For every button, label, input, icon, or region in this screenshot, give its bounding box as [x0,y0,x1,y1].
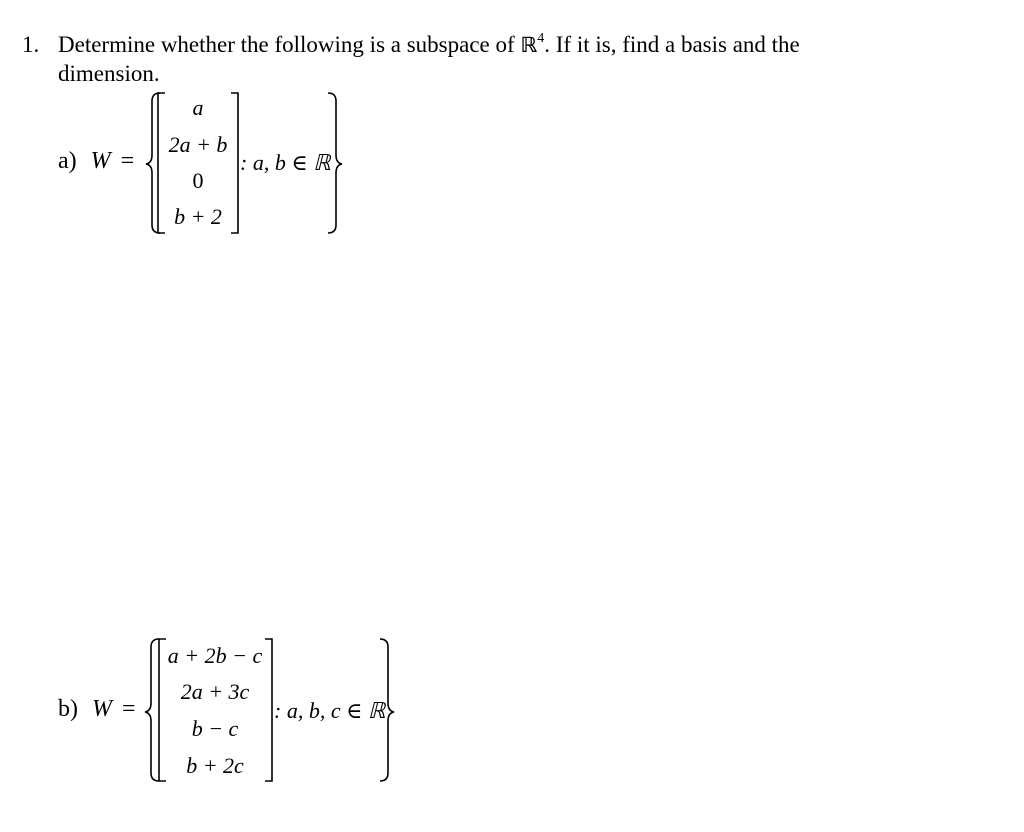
part-b-equals: = [122,696,136,722]
part-b-label: b) [58,696,78,722]
part-a-label-group [58,148,134,175]
part-a-entry-1: a [192,95,204,120]
part-a-set-name: W [90,148,111,174]
part-b-right-bracket [265,639,272,781]
part-b-set-name: W [92,696,112,722]
part-a-entry-2: 2a + b [168,132,228,157]
problem-text-before: Determine whether the following is a subspace of [58,32,515,57]
part-b-label-group [58,696,136,723]
part-b-entry-3: b − c [191,716,239,741]
part-a-left-bracket [158,93,165,233]
problem-text-line2: dimension. [58,61,160,86]
part-b-entry-4: b + 2c [186,753,244,778]
part-a-entry-3: 0 [192,168,204,193]
part-b-condition: : a, b, c ∈ ℝ [274,698,386,723]
problem-text-after: . If it is, find a basis and the [544,32,800,57]
part-a-equals: = [120,148,135,174]
part-b-left-bracket [159,639,166,781]
part-b-entry-1: a + 2b − c [167,643,263,668]
part-a-entry-4: b + 2 [174,204,222,229]
real-numbers-symbol: ℝ [520,33,538,57]
problem-number: 1. [22,32,40,57]
part-b-left-brace [145,639,159,781]
part-a-condition: : a, b ∈ ℝ [240,150,331,175]
space-exponent: 4 [537,31,545,46]
part-a-label: a) [58,148,77,174]
part-b-entry-2: 2a + 3c [180,679,250,704]
part-a-right-bracket [231,93,238,233]
